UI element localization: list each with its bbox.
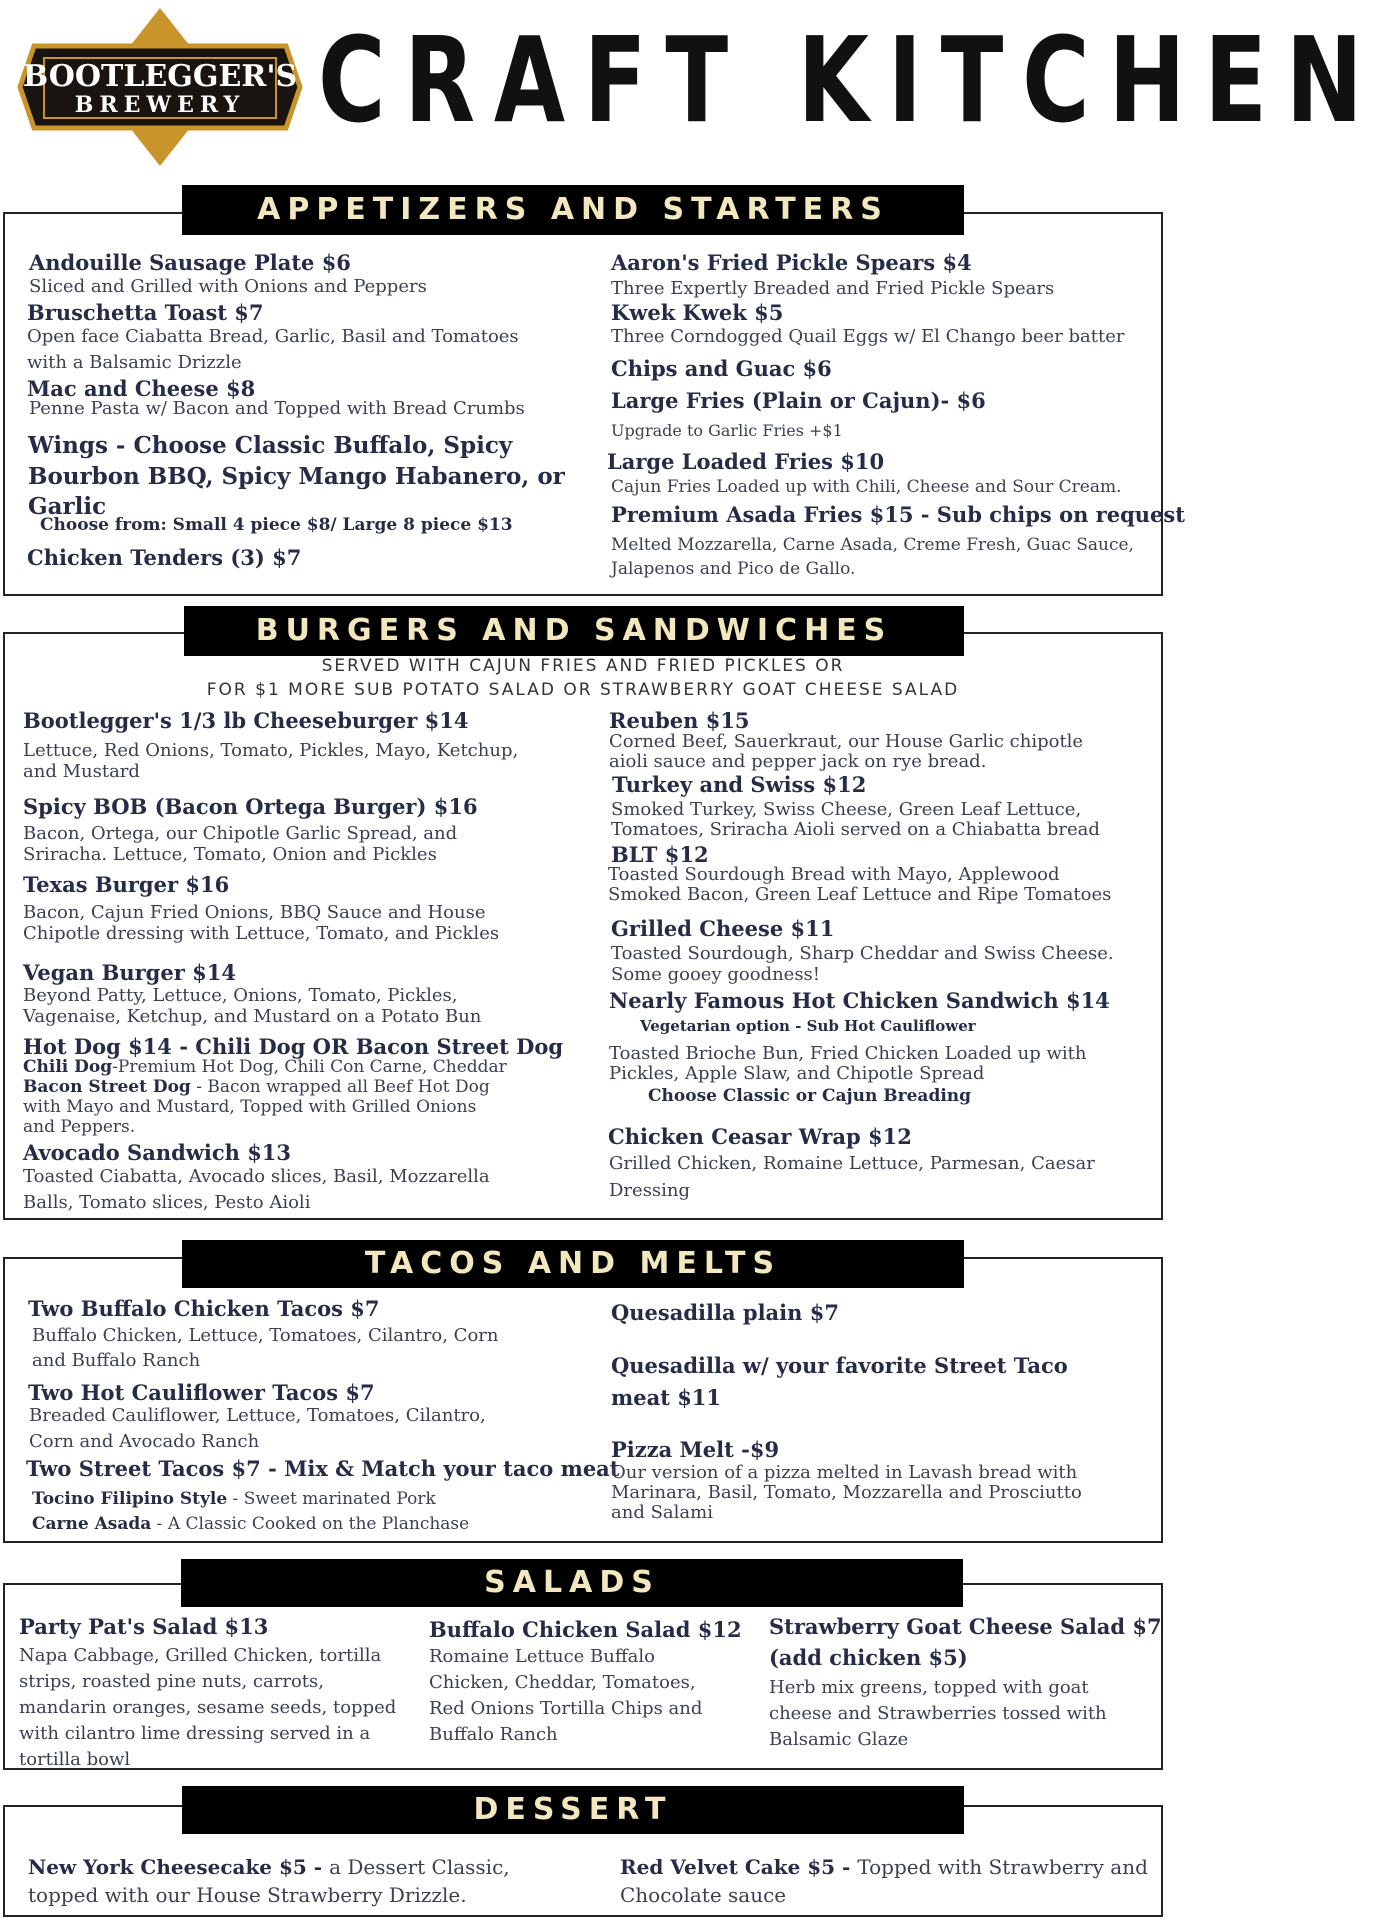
menu-item-name: Party Pat's Salad $13 (19, 1614, 269, 1639)
menu-item-desc: Pickles, Apple Slaw, and Chipotle Spread (609, 1063, 985, 1084)
menu-item-desc: Toasted Sourdough, Sharp Cheddar and Swiss Cheese. (611, 943, 1114, 964)
menu-item-desc: Toasted Ciabatta, Avocado slices, Basil, Mozzarella (23, 1166, 490, 1187)
menu-item-desc: Three Corndogged Quail Eggs w/ El Chango beer batter (611, 326, 1125, 347)
menu-item-desc: Bacon, Cajun Fried Onions, BBQ Sauce and House (23, 902, 486, 923)
menu-option-desc: -Premium Hot Dog, Chili Con Carne, Cheddar (112, 1057, 507, 1077)
menu-item-desc: with a Balsamic Drizzle (27, 352, 242, 373)
menu-item-desc: Our version of a pizza melted in Lavash bread with (611, 1462, 1078, 1483)
menu-item-desc: Chicken, Cheddar, Tomatoes, (429, 1672, 696, 1693)
menu-option-label: Chili Dog (23, 1057, 113, 1077)
menu-item-desc: Corned Beef, Sauerkraut, our House Garlic chipotle (609, 731, 1084, 752)
menu-item-desc: and Mustard (23, 761, 140, 782)
menu-item-desc: Tomatoes, Sriracha Aioli served on a Chiabatta bread (611, 819, 1100, 840)
burgers-banner: BURGERS AND SANDWICHES (184, 606, 964, 656)
menu-item-desc: Dressing (609, 1180, 691, 1201)
menu-item-desc: mandarin oranges, sesame seeds, topped (19, 1697, 397, 1718)
menu-option-label: Tocino Filipino Style (32, 1489, 228, 1509)
menu-item-name: Pizza Melt -$9 (611, 1437, 780, 1462)
menu-item-name: Aaron's Fried Pickle Spears $4 (611, 250, 972, 275)
menu-option-label: Carne Asada (32, 1514, 152, 1534)
burgers-subtitle-2: FOR $1 MORE SUB POTATO SALAD OR STRAWBERRY GOAT CHEESE SALAD (206, 680, 960, 700)
menu-item-name: Buffalo Chicken Salad $12 (429, 1617, 742, 1642)
menu-item-note: Vegetarian option - Sub Hot Cauliflower (640, 1017, 976, 1035)
page-title: CRAFT KITCHEN (318, 11, 1382, 149)
menu-item-desc: Beyond Patty, Lettuce, Onions, Tomato, Pickles, (23, 985, 458, 1006)
dessert-banner: DESSERT (182, 1786, 964, 1834)
menu-item-desc: Buffalo Chicken, Lettuce, Tomatoes, Cilantro, Corn (32, 1325, 499, 1346)
menu-item-desc: tortilla bowl (19, 1749, 131, 1770)
brewery-logo (14, 6, 306, 168)
menu-item-name: Two Hot Cauliflower Tacos $7 (28, 1380, 375, 1405)
menu-item-name: meat $11 (611, 1385, 722, 1410)
menu-item-name: New York Cheesecake $5 - (28, 1855, 330, 1879)
menu-item-name: Premium Asada Fries $15 - Sub chips on request (611, 502, 1185, 527)
menu-item-name: Nearly Famous Hot Chicken Sandwich $14 (609, 988, 1110, 1013)
menu-item-desc-text: Topped with Strawberry and (857, 1855, 1148, 1879)
menu-item-desc (32, 1513, 469, 1535)
menu-item-name: Kwek Kwek $5 (611, 300, 784, 325)
menu-item-desc: Chipotle dressing with Lettuce, Tomato, and Pickles (23, 923, 500, 944)
appetizers-banner: APPETIZERS AND STARTERS (182, 185, 964, 235)
menu-item-name: Wings - Choose Classic Buffalo, Spicy (28, 432, 513, 459)
menu-item-desc (23, 1056, 507, 1078)
menu-item-desc: Jalapenos and Pico de Gallo. (611, 559, 856, 579)
menu-item-desc: and Salami (611, 1502, 713, 1523)
tacos-banner: TACOS AND MELTS (182, 1240, 964, 1288)
menu-item-desc: Toasted Brioche Bun, Fried Chicken Loaded up with (609, 1043, 1087, 1064)
menu-item-desc: cheese and Strawberries tossed with (769, 1703, 1107, 1724)
menu-item-name: Chips and Guac $6 (611, 356, 832, 381)
menu-item-name: Large Fries (Plain or Cajun)- $6 (611, 388, 986, 413)
menu-item-desc: Toasted Sourdough Bread with Mayo, Applewood (608, 864, 1060, 885)
menu-item-desc: and Peppers. (23, 1117, 136, 1137)
menu-item-desc: Smoked Bacon, Green Leaf Lettuce and Ripe Tomatoes (608, 884, 1112, 905)
menu-item-desc (620, 1854, 1148, 1880)
menu-item-name: Garlic (28, 493, 107, 520)
menu-item-desc (32, 1488, 436, 1510)
menu-item-desc (23, 1076, 490, 1098)
menu-item-name: Strawberry Goat Cheese Salad $7 (769, 1614, 1162, 1639)
menu-item-note: Choose from: Small 4 piece $8/ Large 8 piece $13 (40, 515, 513, 535)
menu-item-desc: Romaine Lettuce Buffalo (429, 1646, 655, 1667)
menu-item-desc: strips, roasted pine nuts, carrots, (19, 1671, 324, 1692)
menu-item-desc: Cajun Fries Loaded up with Chili, Cheese and Sour Cream. (611, 477, 1122, 497)
menu-item-name: Two Buffalo Chicken Tacos $7 (28, 1296, 380, 1321)
burgers-subtitle-1: SERVED WITH CAJUN FRIES AND FRIED PICKLES OR (321, 656, 845, 676)
menu-item-note: Choose Classic or Cajun Breading (648, 1086, 972, 1106)
menu-item-desc: Breaded Cauliflower, Lettuce, Tomatoes, Cilantro, (29, 1405, 486, 1426)
menu-item-desc: Marinara, Basil, Tomato, Mozzarella and Prosciutto (611, 1482, 1082, 1503)
menu-item-name: BLT $12 (611, 842, 709, 867)
menu-item-desc: Buffalo Ranch (429, 1724, 558, 1745)
menu-item-desc: Chocolate sauce (620, 1883, 787, 1907)
menu-item-name: Chicken Tenders (3) $7 (27, 545, 302, 570)
menu-item-desc: Open face Ciabatta Bread, Garlic, Basil and Tomatoes (27, 326, 519, 347)
menu-item-desc: Balsamic Glaze (769, 1729, 909, 1750)
menu-item-desc: Napa Cabbage, Grilled Chicken, tortilla (19, 1645, 382, 1666)
menu-option-label: Bacon Street Dog (23, 1077, 191, 1097)
menu-item-desc: Penne Pasta w/ Bacon and Topped with Bread Crumbs (29, 398, 525, 419)
menu-item-desc: aioli sauce and pepper jack on rye bread. (609, 751, 987, 772)
menu-item-name: Grilled Cheese $11 (611, 916, 835, 941)
logo-text-1: BOOTLEGGER'S (22, 59, 298, 94)
menu-item-name: Large Loaded Fries $10 (607, 449, 885, 474)
menu-item-name: Bootlegger's 1/3 lb Cheeseburger $14 (23, 708, 469, 733)
menu-item-desc: Upgrade to Garlic Fries +$1 (611, 421, 843, 440)
menu-item-name: Bruschetta Toast $7 (27, 300, 264, 325)
menu-item-name: Texas Burger $16 (23, 872, 230, 897)
menu-item-name: (add chicken $5) (769, 1645, 968, 1670)
menu-item-name: Chicken Ceasar Wrap $12 (608, 1124, 912, 1149)
menu-item-desc: Balls, Tomato slices, Pesto Aioli (23, 1192, 311, 1213)
menu-item-name: Mac and Cheese $8 (27, 376, 256, 401)
menu-option-desc: - Bacon wrapped all Beef Hot Dog (190, 1077, 490, 1097)
menu-item-desc: Vagenaise, Ketchup, and Mustard on a Potato Bun (23, 1006, 482, 1027)
menu-item-desc: with Mayo and Mustard, Topped with Grilled Onions (23, 1097, 477, 1117)
menu-item-desc: Corn and Avocado Ranch (29, 1431, 260, 1452)
logo-text-2: BREWERY (74, 92, 246, 118)
menu-option-desc: - A Classic Cooked on the Planchase (151, 1514, 470, 1534)
menu-item-name: Turkey and Swiss $12 (612, 772, 867, 797)
menu-item-desc: Bacon, Ortega, our Chipotle Garlic Spread, and (23, 823, 458, 844)
menu-item-desc: Sliced and Grilled with Onions and Peppers (29, 276, 427, 297)
menu-item-desc (28, 1854, 510, 1880)
menu-item-name: Bourbon BBQ, Spicy Mango Habanero, or (28, 463, 565, 490)
menu-item-desc: Three Expertly Breaded and Fried Pickle Spears (611, 278, 1055, 299)
menu-item-name: Hot Dog $14 - Chili Dog OR Bacon Street Dog (23, 1034, 564, 1059)
menu-item-desc: Red Onions Tortilla Chips and (429, 1698, 703, 1719)
menu-item-desc: Sriracha. Lettuce, Tomato, Onion and Pickles (23, 844, 437, 865)
menu-item-name: Two Street Tacos $7 - Mix & Match your taco meat (26, 1456, 620, 1481)
menu-option-desc: - Sweet marinated Pork (227, 1489, 436, 1509)
menu-item-desc: with cilantro lime dressing served in a (19, 1723, 371, 1744)
menu-item-desc-text: a Dessert Classic, (329, 1855, 510, 1879)
menu-item-name: Spicy BOB (Bacon Ortega Burger) $16 (23, 794, 478, 819)
menu-item-desc: topped with our House Strawberry Drizzle. (28, 1883, 467, 1907)
menu-item-desc: and Buffalo Ranch (32, 1350, 201, 1371)
menu-item-name: Quesadilla w/ your favorite Street Taco (611, 1353, 1068, 1378)
menu-item-desc: Lettuce, Red Onions, Tomato, Pickles, Mayo, Ketchup, (23, 740, 519, 761)
menu-item-name: Avocado Sandwich $13 (23, 1140, 292, 1165)
menu-item-name: Andouille Sausage Plate $6 (29, 250, 351, 275)
menu-item-name: Quesadilla plain $7 (611, 1300, 839, 1325)
menu-item-desc: Some gooey goodness! (611, 964, 821, 985)
menu-item-desc: Melted Mozzarella, Carne Asada, Creme Fresh, Guac Sauce, (611, 535, 1134, 555)
salads-banner: SALADS (181, 1559, 963, 1607)
menu-item-desc: Grilled Chicken, Romaine Lettuce, Parmesan, Caesar (609, 1153, 1095, 1174)
menu-item-name: Reuben $15 (609, 708, 750, 733)
menu-item-name: Vegan Burger $14 (23, 960, 236, 985)
menu-item-desc: Smoked Turkey, Swiss Cheese, Green Leaf Lettuce, (611, 799, 1082, 820)
menu-item-desc: Herb mix greens, topped with goat (769, 1677, 1089, 1698)
menu-item-name: Red Velvet Cake $5 - (620, 1855, 858, 1879)
